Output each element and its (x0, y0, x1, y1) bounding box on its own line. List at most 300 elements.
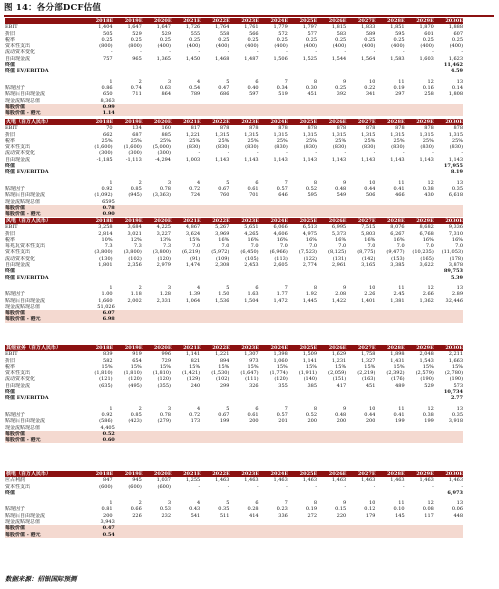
table-cell: 3,165 (361, 262, 376, 269)
table-cell: 0.44 (364, 411, 376, 418)
table-cell: 1,143 (361, 156, 376, 163)
table-cell: 996 (161, 351, 171, 358)
table-cell: 200 (365, 418, 376, 425)
terminal-value: 17,955 (443, 163, 463, 170)
table-cell: - (373, 150, 376, 157)
row-label: 贴现后自由现金流 (5, 512, 46, 519)
table-cell: 577 (307, 30, 318, 37)
terminal-row (5, 275, 463, 281)
year-header: 2030E (445, 218, 464, 224)
row-label: 现金流贴现总值 (5, 303, 41, 310)
table-cell: 7.0 (221, 243, 230, 250)
table-cell: 70 (106, 125, 113, 132)
row-label: EBIT (5, 24, 18, 31)
period-number: 11 (398, 179, 405, 186)
table-cell: (178) (449, 255, 464, 262)
table-cell: (2,219) (357, 370, 376, 377)
year-header: 2025E (299, 345, 318, 351)
table-cell: 919 (132, 351, 142, 358)
row-label: 流动资本变化 (5, 49, 36, 56)
table-cell: 1,629 (331, 351, 347, 358)
table-cell: 0.30 (305, 84, 318, 91)
terminal-row (5, 490, 463, 496)
year-header: 2021E (183, 18, 201, 24)
table-cell: 2,331 (156, 297, 171, 304)
table-cell: 16% (335, 236, 347, 243)
period-number: 12 (427, 405, 434, 412)
section-title: 风电（百万人民币） (6, 218, 52, 224)
table-cell: 7.3 (163, 243, 171, 250)
per-share-row (5, 437, 463, 443)
table-cell: 0.92 (101, 185, 113, 192)
table-cell: (830) (303, 144, 318, 151)
table-cell: 2,961 (331, 262, 347, 269)
row-label: 税率 (5, 363, 16, 370)
table-cell: 15% (451, 363, 464, 370)
row-label: 税率 (5, 36, 16, 43)
table-cell: 2,814 (98, 230, 113, 237)
table-cell: 1,143 (331, 156, 347, 163)
period-number: 1 (109, 405, 113, 412)
table-cell: 3,258 (98, 224, 113, 231)
table-cell: 1,764 (215, 24, 230, 31)
year-header: 2026E (328, 18, 347, 24)
table-cell: 3,227 (156, 230, 171, 237)
table-cell: 2.66 (422, 291, 434, 298)
year-header: 2023E (241, 18, 260, 24)
row-label: 自由现金流 (5, 382, 31, 389)
table-cell: 1,660 (98, 297, 113, 304)
table-cell: (3,800) (123, 249, 142, 256)
year-header: 2027E (357, 471, 376, 477)
table-cell: 1,431 (390, 357, 405, 364)
table-cell: 0.38 (422, 185, 434, 192)
table-cell: 0.78 (159, 411, 171, 418)
table-cell: 16% (422, 236, 434, 243)
dcf-section (5, 18, 463, 116)
table-cell: 1,815 (331, 24, 347, 31)
table-cell: 3,684 (127, 224, 142, 231)
table-cell: - (402, 483, 405, 490)
table-cell: 5,373 (331, 230, 347, 237)
year-header: 2024E (270, 471, 289, 477)
table-cell: 0.74 (130, 84, 142, 91)
table-cell: 7.0 (396, 243, 405, 250)
year-header: 2020E (153, 345, 172, 351)
table-cell: 1,801 (98, 262, 113, 269)
table-cell: - (256, 150, 259, 157)
year-header: 2029E (416, 471, 434, 477)
row-label: 贴现后自由现金流 (5, 192, 46, 199)
table-cell: (10,235) (412, 249, 434, 256)
table-cell: 760 (219, 192, 230, 199)
table-cell: - (286, 150, 288, 157)
row-label: 终值 EV/EBITDA (5, 68, 49, 75)
table-cell: 821 (190, 357, 201, 364)
table-cell: 160 (161, 125, 171, 132)
table-cell: 1,603 (419, 55, 434, 62)
period-number: 4 (197, 405, 201, 412)
row-label: 自由现金流 (5, 156, 31, 163)
table-cell: 0.25 (451, 36, 464, 43)
table-cell: 0.40 (247, 84, 259, 91)
period-number: 5 (226, 500, 230, 507)
table-cell: 4,606 (273, 230, 288, 237)
table-cell: (830) (186, 144, 201, 151)
table-cell: 32,446 (445, 297, 464, 304)
table-cell: -1,185 (96, 156, 113, 163)
table-cell: 1.63 (247, 291, 259, 298)
table-cell: (3,363) (152, 192, 171, 199)
table-cell: 878 (365, 125, 376, 132)
table-cell: (176) (391, 376, 405, 383)
table-cell: 686 (219, 91, 230, 98)
table-cell: - (110, 49, 113, 56)
year-header: 2023E (241, 471, 260, 477)
period-number: 5 (226, 405, 230, 412)
table-cell: (1,774) (269, 370, 288, 377)
row-label: 终值 (5, 62, 16, 69)
table-cell: 15% (422, 363, 434, 370)
table-cell: 0.25 (159, 36, 171, 43)
table-cell: (300) (157, 150, 171, 157)
table-cell: 16% (305, 236, 318, 243)
year-header: 2019E (124, 471, 143, 477)
table-cell: 489 (395, 382, 405, 389)
row-label: 现金流贴现总值 (5, 198, 41, 205)
table-cell: 1,463 (331, 477, 347, 484)
table-cell: 1,143 (390, 156, 405, 163)
table-cell: 3,969 (215, 230, 230, 237)
table-cell: 1,833 (361, 24, 376, 31)
table-cell: (9,477) (386, 249, 405, 256)
year-header: 2025E (299, 119, 318, 125)
table-cell: 4,975 (302, 230, 318, 237)
table-cell: 0.28 (247, 506, 259, 513)
table-cell: 25% (364, 137, 376, 144)
section-title: 火电（百万人民币） (6, 119, 52, 125)
year-header: 2026E (328, 345, 347, 351)
table-cell: - (344, 49, 347, 56)
table-cell: 601 (424, 30, 434, 37)
table-cell: 1,003 (185, 156, 201, 163)
table-cell: 0.57 (276, 185, 288, 192)
table-cell: (3,800) (94, 249, 113, 256)
row-label: 贴现后自由现金流 (5, 297, 46, 304)
table-cell: (830) (361, 144, 376, 151)
table-cell: 15% (130, 363, 142, 370)
table-cell: - (344, 483, 347, 490)
table-cell: (2,579) (415, 370, 434, 377)
table-cell: 519 (278, 91, 288, 98)
table-cell: 15% (218, 363, 230, 370)
period-number: 12 (427, 78, 434, 85)
table-cell: 16% (451, 236, 464, 243)
period-number: 2 (138, 284, 142, 291)
row-label: 终值 (5, 268, 16, 275)
terminal-value: 10,734 (443, 389, 463, 396)
table-cell: 1.18 (130, 291, 142, 298)
table-cell: 945 (132, 477, 142, 484)
table-cell: 258 (424, 91, 434, 98)
table-cell: 0.16 (422, 84, 434, 91)
table-cell: 0.10 (393, 506, 405, 513)
year-header: 2028E (387, 471, 405, 477)
table-cell: 199 (395, 418, 405, 425)
table-cell: (190) (449, 376, 464, 383)
table-cell: 662 (103, 131, 113, 138)
table-cell: 9,336 (448, 224, 464, 231)
row-label: 贴现后自由现金流 (5, 418, 46, 425)
table-cell: 4,225 (156, 224, 171, 231)
table-cell: 1,463 (215, 477, 230, 484)
table-cell: 1,327 (361, 357, 376, 364)
table-cell: (120) (274, 376, 288, 383)
year-header: 2023E (241, 218, 260, 224)
table-cell: (163) (361, 376, 376, 383)
table-cell: 15% (335, 363, 347, 370)
table-cell: 0.35 (218, 506, 230, 513)
table-cell: 1,509 (302, 351, 318, 358)
table-cell: 0.25 (101, 36, 113, 43)
table-cell: 0.57 (276, 411, 288, 418)
table-cell: 3,385 (390, 262, 405, 269)
table-cell: 199 (219, 418, 230, 425)
table-cell: - (315, 483, 318, 490)
table-cell: 7.0 (338, 243, 347, 250)
table-cell: 1,463 (302, 477, 318, 484)
table-cell: 220 (336, 512, 347, 519)
table-cell: 16% (218, 236, 230, 243)
table-cell: (279) (157, 418, 171, 425)
row-label: 贴现后自由现金流 (5, 91, 46, 98)
table-cell: - (198, 150, 201, 157)
table-cell: (355) (157, 382, 171, 389)
table-cell: 0.48 (335, 185, 347, 192)
period-number: 9 (343, 284, 347, 291)
table-cell: - (315, 150, 318, 157)
table-cell: 8,682 (419, 224, 434, 231)
year-header: 2028E (387, 218, 405, 224)
table-cell: - (256, 49, 259, 56)
table-cell: (102) (215, 376, 230, 383)
period-number: 3 (167, 405, 171, 412)
period-number: 8 (313, 405, 318, 412)
table-cell: (423) (128, 418, 142, 425)
table-cell: 15% (305, 363, 318, 370)
table-cell: 1.28 (159, 291, 171, 298)
table-cell: 0.67 (218, 185, 230, 192)
table-cell: 1,401 (361, 297, 376, 304)
table-cell: - (198, 483, 201, 490)
table-cell: 1,898 (390, 351, 405, 358)
table-cell: 0.14 (451, 84, 464, 91)
table-cell: 1,525 (302, 55, 318, 62)
table-cell: 0.85 (130, 185, 142, 192)
table-cell: 1,307 (244, 351, 259, 358)
table-cell: 2,453 (244, 262, 259, 269)
table-cell: 654 (132, 357, 142, 364)
table-cell: 341 (365, 91, 376, 98)
per-share-value: 0.52 (102, 430, 115, 437)
table-cell: (1,600) (94, 144, 113, 151)
source-note: 数据来源：招银国际预测 (5, 575, 77, 583)
table-cell: 1,315 (215, 131, 230, 138)
table-cell: 729 (161, 357, 171, 364)
table-cell: 1,472 (273, 297, 288, 304)
year-header: 2021E (183, 119, 201, 125)
table-cell: 6,513 (302, 224, 318, 231)
year-header: 2022E (212, 119, 230, 125)
table-cell: (600) (157, 483, 171, 490)
row-label: 折旧 (5, 230, 16, 237)
table-cell: 0.52 (305, 411, 318, 418)
table-cell: 385 (307, 382, 318, 389)
table-cell: 6,768 (419, 230, 434, 237)
table-cell: 5,651 (244, 224, 259, 231)
table-cell: 0.19 (393, 84, 405, 91)
table-cell: 15% (247, 363, 259, 370)
row-label: 每股价值 (5, 525, 26, 532)
period-number: 10 (369, 179, 376, 186)
table-cell: (2,392) (386, 370, 405, 377)
year-header: 2022E (212, 345, 230, 351)
table-cell: (120) (157, 255, 171, 262)
table-cell: (91) (189, 255, 201, 262)
table-cell: 2,002 (127, 297, 142, 304)
table-cell: (120) (128, 376, 142, 383)
table-cell: 687 (132, 131, 142, 138)
table-cell: 272 (307, 512, 318, 519)
table-cell: 1,404 (98, 24, 113, 31)
table-cell: 16% (276, 236, 288, 243)
period-number: 7 (284, 78, 288, 85)
table-cell: 25% (218, 137, 230, 144)
period-number: 1 (109, 284, 113, 291)
row-label: 每股价值 (5, 310, 26, 317)
row-label: 资本性支出 (5, 43, 31, 50)
table-cell: 5,267 (215, 224, 230, 231)
table-cell: 0.12 (364, 506, 376, 513)
period-number: 8 (313, 78, 318, 85)
table-cell: 7.0 (309, 243, 318, 250)
table-cell: 1,141 (302, 357, 318, 364)
period-number: 5 (226, 284, 230, 291)
table-cell: 789 (190, 91, 201, 98)
table-cell: 10% (101, 236, 113, 243)
table-cell: 558 (219, 30, 230, 37)
table-cell: 965 (132, 55, 142, 62)
table-cell: 1.39 (189, 291, 201, 298)
row-label: 折旧 (5, 131, 16, 138)
row-value: 3,943 (100, 519, 115, 526)
table-cell: 2.45 (393, 291, 405, 298)
table-cell: - (432, 49, 434, 56)
table-cell: 0.25 (393, 36, 405, 43)
dcf-section (5, 218, 463, 323)
table-cell: 12% (130, 236, 142, 243)
table-cell: 0.41 (393, 411, 405, 418)
per-share-value: 1.14 (102, 110, 115, 117)
table-cell: (109) (215, 255, 230, 262)
table-cell: (165) (420, 255, 434, 262)
row-label: 终值 (5, 163, 16, 170)
table-cell: 1,315 (273, 131, 288, 138)
table-cell: (129) (186, 376, 201, 383)
table-cell: 1,761 (244, 24, 259, 31)
table-cell: 1,060 (273, 357, 288, 364)
table-cell: 1,779 (273, 24, 288, 31)
table-cell: 1,463 (361, 477, 376, 484)
row-value: 6595 (102, 198, 115, 205)
row-label: 每股价值 (5, 430, 26, 437)
per-share-value: 0.99 (102, 103, 115, 110)
table-cell: 878 (453, 125, 464, 132)
table-cell: 529 (424, 382, 434, 389)
terminal-value: 5.39 (450, 274, 463, 281)
table-cell: 1,315 (448, 131, 464, 138)
table-cell: 1,422 (331, 297, 347, 304)
year-header: 2024E (270, 345, 289, 351)
period-number: 5 (226, 179, 230, 186)
row-label: 贴现因子 (5, 291, 26, 298)
table-cell: (1,647) (240, 370, 259, 377)
table-cell: 25% (422, 137, 434, 144)
table-cell: 1,143 (244, 156, 259, 163)
table-cell: 0.35 (451, 411, 464, 418)
table-cell: 0.15 (335, 506, 347, 513)
table-cell: 336 (278, 512, 288, 519)
table-cell: (600) (99, 483, 113, 490)
table-cell: - (402, 49, 405, 56)
table-cell: 878 (249, 125, 259, 132)
table-cell: 25% (101, 137, 113, 144)
table-cell: 25% (451, 137, 464, 144)
table-cell: 25% (276, 137, 288, 144)
row-label: 每股价值 (5, 103, 26, 110)
table-cell: 1,758 (361, 351, 376, 358)
table-cell: (400) (391, 43, 405, 50)
table-cell: 0.92 (101, 411, 113, 418)
table-cell: 555 (190, 30, 201, 37)
per-share-row (5, 110, 463, 116)
year-header: 2022E (212, 471, 230, 477)
table-cell: 117 (424, 512, 434, 519)
table-cell: 1,647 (156, 24, 171, 31)
year-header: 2028E (387, 18, 405, 24)
period-number: 4 (197, 284, 201, 291)
period-number: 8 (313, 179, 318, 186)
row-label: 流动资本变化 (5, 150, 36, 157)
table-cell: (153) (391, 255, 405, 262)
year-header: 2028E (387, 119, 405, 125)
table-cell: (830) (274, 144, 288, 151)
period-number: 10 (369, 405, 376, 412)
table-cell: 3,624 (185, 230, 201, 237)
table-cell: 0.54 (189, 84, 201, 91)
table-cell: 0.86 (101, 84, 113, 91)
table-cell: 25% (189, 137, 201, 144)
row-label: 资本性支出 (5, 370, 31, 377)
year-header: 2018E (95, 119, 114, 125)
table-cell: - (402, 150, 405, 157)
table-cell: (586) (99, 418, 113, 425)
table-cell: 2,211 (448, 351, 464, 358)
table-cell: - (432, 150, 434, 157)
table-cell: 7.0 (425, 243, 434, 250)
table-cell: (11,053) (441, 249, 464, 256)
period-number: 13 (456, 500, 464, 507)
